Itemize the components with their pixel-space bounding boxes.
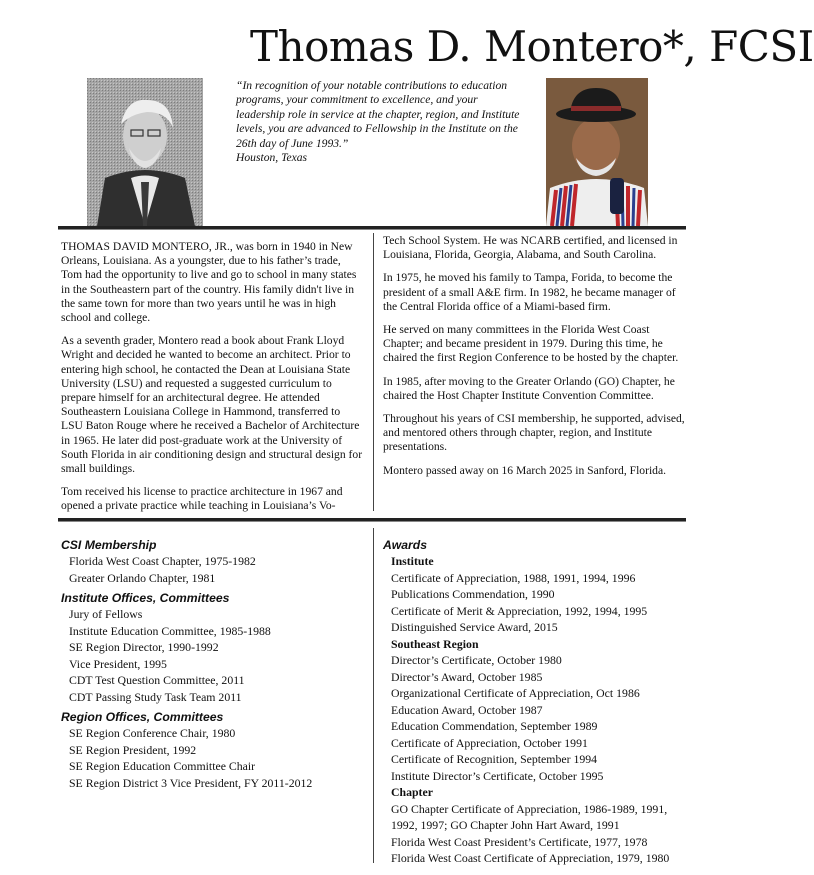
top-divider [58, 226, 686, 230]
list-item: Certificate of Appreciation, 1988, 1991, 1994, 1996 [391, 570, 636, 585]
bio-paragraph: Throughout his years of CSI membership, he supported, advised, and mentored others through chapter, region, and Institute presentations. [383, 412, 685, 454]
list-item: Florida West Coast Certificate of Appreciation, 1979, 1980 [391, 851, 670, 865]
bio-right-column [383, 234, 685, 487]
list-item: Greater Orlando Chapter, 1981 [69, 570, 216, 585]
list-item: Certificate of Recognition, September 1994 [391, 752, 598, 766]
list-item: Vice President, 1995 [69, 656, 167, 671]
fellowship-quote [236, 79, 526, 165]
column-divider [373, 528, 374, 863]
list-item: Director’s Certificate, October 1980 [391, 653, 562, 667]
middle-divider [58, 518, 686, 522]
list-item: SE Region Conference Chair, 1980 [69, 726, 236, 740]
bio-paragraph: In 1975, he moved his family to Tampa, Forida, to become the president of a small A&E firm. In 1982, he became manager of the Central Florida office of a Miami-based firm. [383, 271, 676, 313]
list-item: CDT Passing Study Task Team 2011 [69, 689, 242, 704]
list-item: Certificate of Merit & Appreciation, 1992, 1994, 1995 [391, 603, 648, 618]
list-item: Jury of Fellows [69, 607, 143, 621]
bio-paragraph: In 1985, after moving to the Greater Orlando (GO) Chapter, he chaired the Host Chapter Institute Convention Committee. [383, 374, 675, 402]
region-offices-heading: Region Offices, Committees [61, 710, 224, 724]
chapter-awards-subheading: Chapter [391, 785, 433, 799]
bio-paragraph: Montero passed away on 16 March 2025 in Sanford, Florida. [383, 463, 667, 477]
list-item: Institute Director’s Certificate, October 1995 [391, 768, 604, 783]
bio-paragraph: Tom received his license to practice architecture in 1967 and opened a private practice while teaching in Louisiana’s Vo- [61, 485, 343, 513]
bio-paragraph: Tech School System. He was NCARB certified, and licensed in Louisiana, Florida, Georgia, Alabama, and South Carolina. [383, 234, 678, 262]
list-item: Organizational Certificate of Appreciation, Oct 1986 [391, 686, 640, 700]
portrait-photo-right [546, 78, 648, 226]
list-item: SE Region President, 1992 [69, 742, 197, 757]
list-item: SE Region Education Committee Chair [69, 759, 256, 773]
list-item: CDT Test Question Committee, 2011 [69, 673, 245, 687]
list-item: Florida West Coast Chapter, 1975-1982 [69, 554, 256, 568]
bio-paragraph: He served on many committees in the Florida West Coast Chapter; and became president in 1979. During this time, he chaired the first Region Conference to be hosted by the chapter. [383, 323, 679, 365]
bio-paragraph: As a seventh grader, Montero read a book about Frank Lloyd Wright and decided he wanted to become an architect. Prior to entering high school, he contacted the Dean at Louisiana State University (LSU) and requested a suggested curriculum to prepare himself for an architectural degree. He attended Southeastern Louisiana College in Hammond, transferred to LSU Baton Rouge where he received a Bachelor of Architecture in 1965. He later did post-graduate work at the University of South Florida in air conditioning design and structural design for small buildings. [61, 334, 363, 476]
quote-text: “In recognition of your notable contributions to education programs, your commitment to excellence, and your leadership role in service at the chapter, region, and Institute levels, you are advanced to Fellowship in the Institute on the 26th day of June 1993.” [236, 79, 520, 150]
portrait-photo-left [87, 78, 203, 226]
institute-offices-heading: Institute Offices, Committees [61, 591, 230, 605]
column-divider [373, 233, 374, 511]
list-item: Publications Commendation, 1990 [391, 587, 555, 601]
list-item: GO Chapter Certificate of Appreciation, 1986-1989, 1991, 1992, 1997; GO Chapter John Hart Award, 1991 [391, 801, 668, 832]
list-item: SE Region District 3 Vice President, FY 2011-2012 [69, 775, 313, 790]
csi-membership-heading: CSI Membership [61, 538, 157, 552]
institute-awards-subheading: Institute [391, 554, 434, 568]
list-item: SE Region Director, 1990-1992 [69, 640, 219, 654]
southeast-awards-subheading: Southeast Region [391, 636, 479, 651]
awards-heading: Awards [383, 538, 428, 552]
list-item: Director’s Award, October 1985 [391, 669, 543, 684]
awards-column [383, 533, 693, 867]
list-item: Florida West Coast President’s Certificate, 1977, 1978 [391, 834, 648, 849]
list-item: Distinguished Service Award, 2015 [391, 620, 558, 634]
list-item: Education Commendation, September 1989 [391, 719, 598, 733]
list-item: Education Award, October 1987 [391, 702, 543, 717]
page-title: Thomas D. Montero*, FCSI [250, 22, 814, 71]
bio-left-column [61, 240, 363, 523]
quote-location: Houston, Texas [236, 151, 308, 165]
membership-column [61, 533, 366, 791]
list-item: Certificate of Appreciation, October 1991 [391, 735, 588, 750]
bio-paragraph: THOMAS DAVID MONTERO, JR., was born in 1940 in New Orleans, Louisiana. As a youngster, due to his father’s trade, Tom had the opportunity to live and go to school in many states in the Southeastern part of the country. His family didn't live in the same town for more than two years until he was in high school and college. [61, 240, 357, 325]
list-item: Institute Education Committee, 1985-1988 [69, 623, 271, 638]
